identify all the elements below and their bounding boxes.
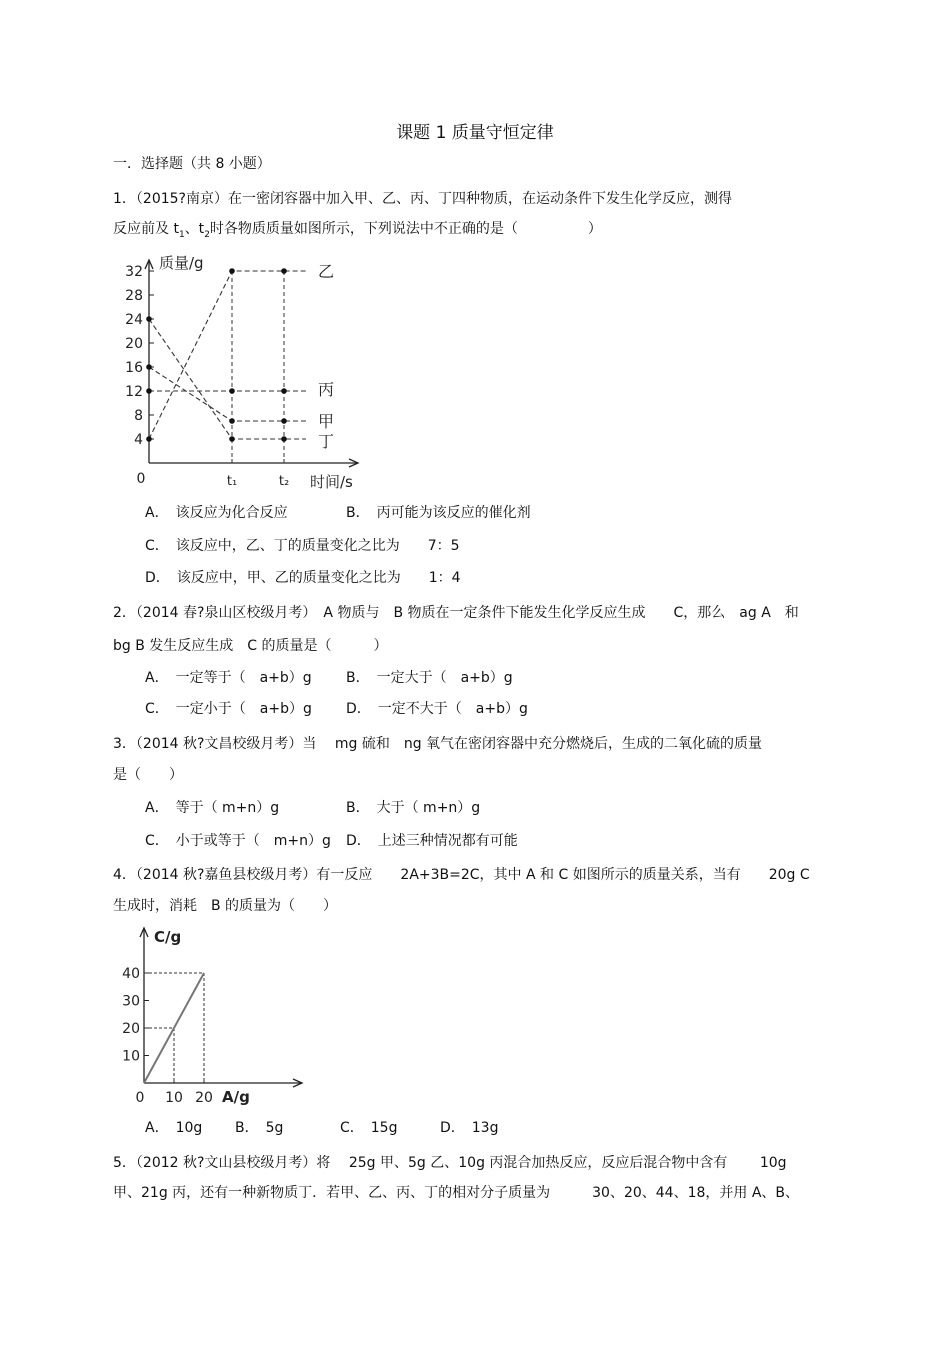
q3-stem-line2: 是（ ） (113, 767, 183, 783)
data-point-乙 (281, 268, 287, 274)
series-label-甲: 甲 (318, 412, 335, 431)
q3-option-a[interactable]: A． 等于（ m+n）g (145, 800, 280, 816)
y-tick-label: 32 (125, 264, 143, 280)
data-point-丙 (146, 388, 152, 394)
data-point-丁 (281, 436, 287, 442)
y-tick-label: 20 (122, 1021, 140, 1037)
q1-option-a[interactable]: A． 该反应为化合反应 (145, 505, 288, 521)
series-line-乙 (149, 271, 306, 439)
q4-stem-line2: 生成时，消耗 B 的质量为（ ） (113, 898, 338, 914)
data-point-乙 (229, 268, 235, 274)
data-point-丁 (229, 436, 235, 442)
q4-option-b[interactable]: B． 5g (235, 1120, 284, 1136)
q2-option-c[interactable]: C． 一定小于（ a+b）g (145, 701, 312, 717)
x-tick-label: 20 (195, 1090, 213, 1106)
y-tick-label: 10 (122, 1048, 140, 1065)
data-point-甲 (281, 418, 287, 424)
q1-stem-line2 (113, 218, 602, 240)
data-point-甲 (229, 418, 235, 424)
y-tick-label: 4 (134, 432, 143, 448)
x-tick-label: 10 (165, 1090, 183, 1106)
mass-time-chart (110, 250, 380, 495)
origin-label: 0 (136, 471, 146, 487)
y-axis-label: 质量/g (159, 254, 204, 272)
y-tick-label: 40 (122, 966, 140, 982)
c-vs-a-chart (115, 920, 315, 1110)
y-tick-label: 12 (125, 384, 143, 400)
q4-stem-line1: 4．（2014 秋?嘉鱼县校级月考）有一反应 2A+3B=2C，其中 A 和 C 如图所示的质量关系，当有 20g C (113, 867, 810, 883)
x-tick-label: t₂ (278, 474, 290, 489)
series-label-丙: 丙 (318, 380, 335, 399)
q4-option-d[interactable]: D． 13g (440, 1120, 499, 1136)
q5-stem-line1: 5．（2012 秋?文山县校级月考）将 25g 甲、5g 乙、10g 丙混合加热反应，反应后混合物中含有 10g (113, 1155, 787, 1171)
x-axis-label: A/g (222, 1088, 250, 1106)
series-line-甲 (149, 367, 306, 421)
series-label-丁: 丁 (318, 432, 335, 451)
q4-option-c[interactable]: C． 15g (340, 1120, 398, 1136)
y-tick-label: 8 (134, 408, 143, 424)
q1-stem-text-b: 、t (184, 221, 205, 237)
q4-option-a[interactable]: A． 10g (145, 1120, 203, 1136)
q1-stem-text-c: 时各物质质量如图所示，下列说法中不正确的是（ ） (209, 221, 602, 237)
data-point-乙 (146, 436, 152, 442)
x-axis-label: 时间/s (310, 473, 353, 491)
q3-option-d[interactable]: D． 上述三种情况都有可能 (346, 833, 518, 849)
data-point-丙 (229, 388, 235, 394)
page-title: 课题 1 质量守恒定律 (396, 123, 554, 143)
data-point-甲 (146, 364, 152, 370)
series-label-乙: 乙 (318, 262, 335, 281)
q1-stem-line1: 1．（2015?南京）在一密闭容器中加入甲、乙、丙、丁四种物质，在运动条件下发生化学反应，测得 (113, 191, 732, 207)
q3-option-c[interactable]: C． 小于或等于（ m+n）g (145, 833, 331, 849)
y-tick-label: 28 (125, 288, 143, 304)
y-tick-label: 16 (125, 360, 143, 376)
q1-option-d[interactable]: D． 该反应中，甲、乙的质量变化之比为 1：4 (145, 570, 461, 586)
q1-sub-2: 2 (204, 229, 210, 240)
q2-stem-line2: bg B 发生反应生成 C 的质量是（ ） (113, 638, 388, 654)
q2-stem-line1: 2．（2014 春?泉山区校级月考） A 物质与 B 物质在一定条件下能发生化学反应生成 C，那么 ag A 和 (113, 605, 799, 621)
data-point-丙 (281, 388, 287, 394)
q1-stem-text-a: 反应前及 t (113, 221, 179, 237)
q1-option-b[interactable]: B． 丙可能为该反应的催化剂 (346, 505, 531, 521)
q5-stem-line2: 甲、21g 丙，还有一种新物质丁．若甲、乙、丙、丁的相对分子质量为 30、20、44、18，并用 A、B、 (113, 1185, 800, 1201)
x-tick-label: t₁ (226, 474, 238, 489)
q1-option-c[interactable]: C． 该反应中，乙、丁的质量变化之比为 7：5 (145, 538, 460, 554)
origin-label: 0 (135, 1090, 145, 1106)
q2-option-a[interactable]: A． 一定等于（ a+b）g (145, 670, 312, 686)
y-axis-label: C/g (154, 928, 182, 946)
q3-option-b[interactable]: B． 大于（ m+n）g (346, 800, 481, 816)
y-tick-label: 24 (125, 312, 143, 328)
q3-stem-line1: 3．（2014 秋?文昌校级月考）当 mg 硫和 ng 氧气在密闭容器中充分燃烧后，生成的二氧化硫的质量 (113, 736, 763, 752)
q1-sub-1: 1 (178, 229, 185, 240)
series-line (144, 973, 204, 1083)
data-point-丁 (146, 316, 152, 322)
q2-option-d[interactable]: D． 一定不大于（ a+b）g (346, 701, 528, 717)
section-heading: 一．选择题（共 8 小题） (113, 156, 271, 172)
q2-option-b[interactable]: B． 一定大于（ a+b）g (346, 670, 513, 686)
y-tick-label: 30 (122, 993, 140, 1010)
y-tick-label: 20 (125, 336, 143, 352)
